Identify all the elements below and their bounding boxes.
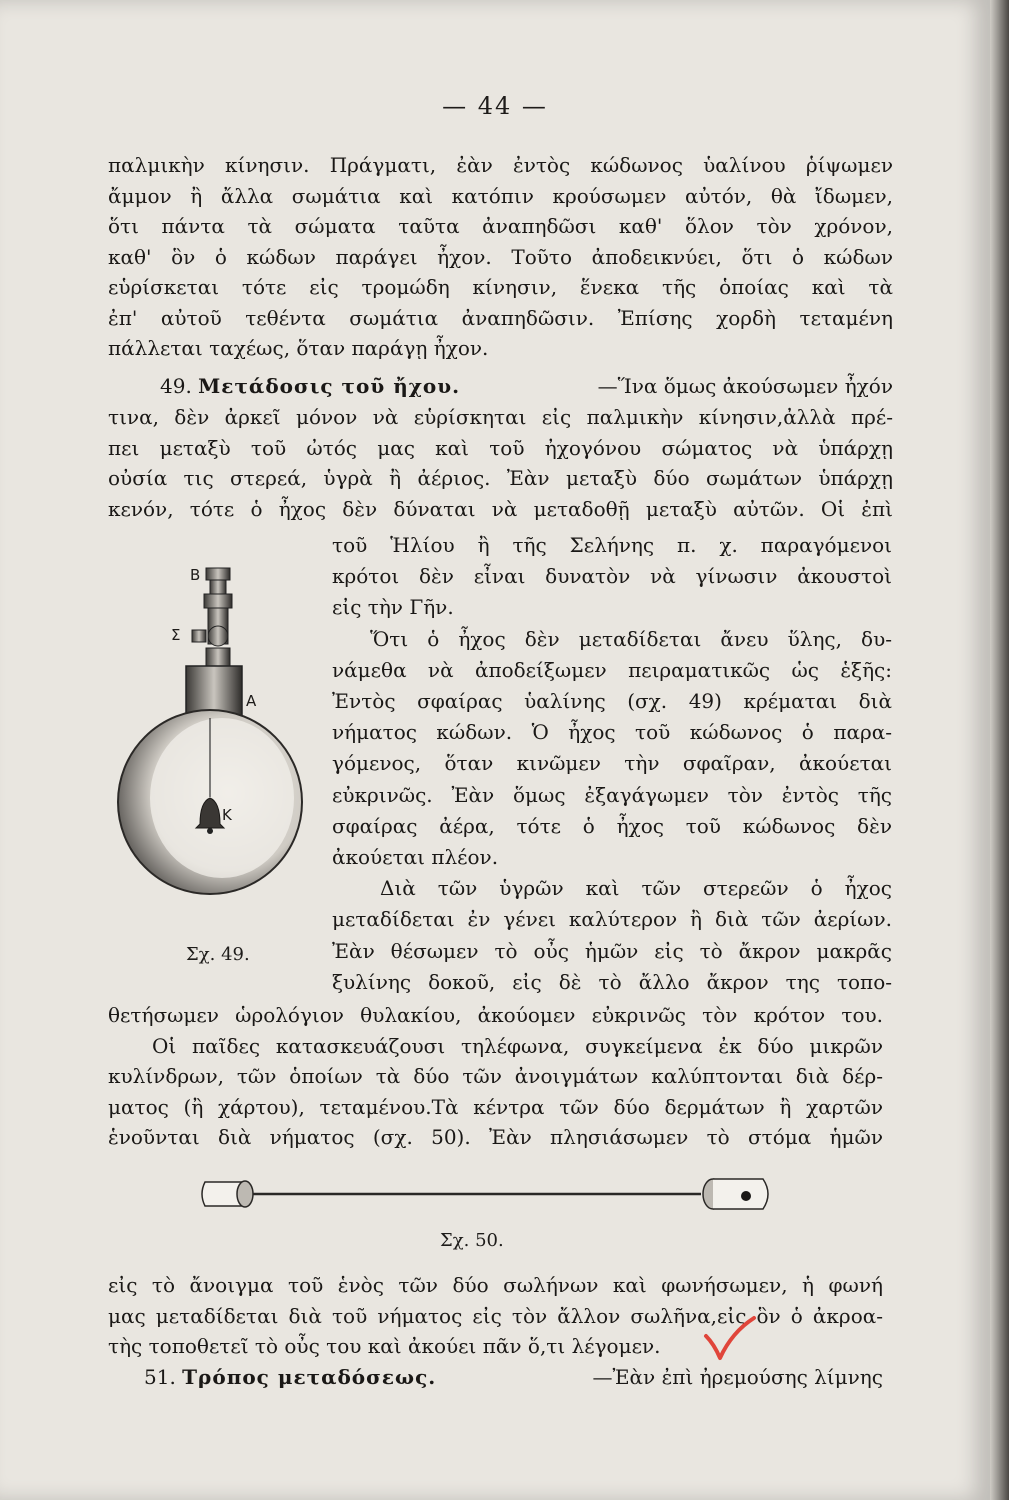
text-line: εἰς τὴν Γῆν. xyxy=(332,595,454,620)
section-49-title: Μετάδοσις τοῦ ἤχου. xyxy=(198,374,461,398)
text-line: ματος (ἢ χάρτου), τεταμένου.Τὰ κέντρα τῶν δύο δερμάτων ἢ χαρτῶν xyxy=(108,1094,883,1119)
section-51-heading-line xyxy=(108,1362,883,1393)
text-line: τὴς τοποθετεῖ τὸ οὖς του καὶ ἀκούει πᾶν ὅ,τι λέγομεν. xyxy=(108,1334,661,1359)
section-49-after-figure xyxy=(108,1000,883,1153)
text-line: γόμενος, ὅταν κινῶμεν τὴν σφαῖραν, ἀκούεται xyxy=(332,751,892,776)
text-line: τοῦ Ἡλίου ἢ τῆς Σελήνης π. χ. παραγόμενοι xyxy=(332,533,892,557)
text-line: εἰς τὸ ἄνοιγμα τοῦ ἑνὸς τῶν δύο σωλήνων καὶ φωνήσωμεν, ἡ φωνή xyxy=(108,1273,883,1297)
text-line: πάλλεται ταχέως, ὅταν παράγῃ ἦχον. xyxy=(108,336,489,360)
text-line: κρότοι δὲν εἶναι δυνατὸν νὰ γίνωσιν ἀκουστοὶ xyxy=(332,564,892,589)
text-line: ξυλίνης δοκοῦ, εἰς δὲ τὸ ἄλλο ἄκρον της τοπο- xyxy=(332,969,892,994)
text-line: ἄμμον ἢ ἄλλα σωμάτια καὶ κατόπιν κρούσωμεν αὐτόν, θὰ ἴδωμεν, xyxy=(108,183,893,208)
section-49-number: 49. xyxy=(160,374,192,398)
text-line: εὐκρινῶς. Ἐὰν ὅμως ἐξαγάγωμεν τὸν ἐντὸς τῆς xyxy=(332,782,892,807)
figure-49-label-s: Σ xyxy=(171,626,181,644)
paragraph-after-figure-50 xyxy=(108,1270,883,1362)
figure-50-caption: Σχ. 50. xyxy=(440,1230,504,1251)
text-line: οὐσία τις στερεά, ὑγρὰ ἢ ἀέριος. Ἐὰν μεταξὺ δύο σωμάτων ὑπάρχῃ xyxy=(108,466,893,490)
text-line: νάμεθα νὰ ἀποδείξωμεν πειραματικῶς ὡς ἑξῆς: xyxy=(332,657,892,682)
text-line: ἀκούεται πλέον. xyxy=(332,845,499,870)
paragraph-intro xyxy=(108,150,893,364)
figure-49-label-b: B xyxy=(190,566,201,584)
figure-49-label-a: A xyxy=(246,692,257,710)
check-mark-icon xyxy=(700,1314,760,1364)
text-line: ἑνοῦνται διὰ νήματος (σχ. 50). Ἐὰν πλησιάσωμεν τὸ στόμα ἡμῶν xyxy=(108,1125,883,1150)
section-51-number: 51. xyxy=(144,1365,176,1389)
text-line: κενόν, τότε ὁ ἦχος δὲν δύναται νὰ μεταδοθῇ μεταξὺ αὐτῶν. Οἱ ἐπὶ xyxy=(108,496,893,521)
text-line: Ἐντὸς σφαίρας ὑαλίνης (σχ. 49) κρέμαται διὰ xyxy=(332,689,892,714)
figure-49-label-k: K xyxy=(222,806,232,824)
section-49-right-column xyxy=(332,530,892,998)
text-line: Ὅτι ὁ ἦχος δὲν μεταδίδεται ἄνευ ὕλης, δυ- xyxy=(370,626,892,651)
text-line: τινα, δὲν ἀρκεῖ μόνον νὰ εὑρίσκηται εἰς παλμικὴν κίνησιν,ἀλλὰ πρέ- xyxy=(108,405,893,429)
text-line: μας μεταδίδεται διὰ τοῦ νήματος εἰς τὸν ἄλλον σωλῆνα,εἰς ὃν ὁ ἀκροα- xyxy=(108,1303,883,1328)
page-number: — 44 — xyxy=(442,92,548,120)
text-line: πει μεταξὺ τοῦ ὠτός μας καὶ τοῦ ἠχογόνου σώματος νὰ ὑπάρχῃ xyxy=(108,435,893,460)
section-49-lead: —Ἵνα ὅμως ἀκούσωμεν ἦχόν xyxy=(597,374,893,398)
section-51-title: Τρόπος μεταδόσεως. xyxy=(182,1365,437,1389)
figure-49-caption: Σχ. 49. xyxy=(186,944,250,965)
section-51-lead: —Ἐὰν ἐπὶ ἠρεμούσης λίμνης xyxy=(592,1365,883,1389)
text-line: καθ' ὃν ὁ κώδων παράγει ἦχον. Τοῦτο ἀποδεικνύει, ὅτι ὁ κώδων xyxy=(108,244,893,269)
section-49-heading-line xyxy=(108,371,893,402)
section-49-body xyxy=(108,402,893,524)
text-line: παλμικὴν κίνησιν. Πράγματι, ἐὰν ἐντὸς κώδωνος ὑαλίνου ῥίψωμεν xyxy=(108,153,893,177)
text-line: εὑρίσκεται τότε εἰς τρομώδη κίνησιν, ἕνεκα τῆς ὁποίας καὶ τὰ xyxy=(108,275,893,299)
text-line: μεταδίδεται ἐν γένει καλύτερον ἢ διὰ τῶν ἀερίων. xyxy=(332,907,892,932)
text-line: ἐπ' αὐτοῦ τεθέντα σωμάτια ἀναπηδῶσιν. Ἐπίσης χορδὴ τεταμένη xyxy=(108,305,893,330)
text-line: Ἐὰν θέσωμεν τὸ οὖς ἡμῶν εἰς τὸ ἄκρον μακρᾶς xyxy=(332,938,892,963)
text-line: νήματος κώδων. Ὁ ἦχος τοῦ κώδωνος ὁ παρα- xyxy=(332,720,892,745)
text-line: θετήσωμεν ὡρολόγιον θυλακίου, ἀκούομεν εὐκρινῶς τὸν κρότον του. xyxy=(108,1003,883,1027)
text-line: Διὰ τῶν ὑγρῶν καὶ τῶν στερεῶν ὁ ἦχος xyxy=(380,876,892,901)
text-line: σφαίρας ἀέρα, τότε ὁ ἦχος τοῦ κώδωνος δὲν xyxy=(332,813,892,838)
text-line: κυλίνδρων, τῶν ὁποίων τὰ δύο τῶν ἀνοιγμάτων καλύπτονται διὰ δέρ- xyxy=(108,1064,883,1089)
book-spine xyxy=(990,0,1009,1500)
figure-50-string-telephone xyxy=(195,1164,795,1224)
text-line: ὅτι πάντα τὰ σώματα ταῦτα ἀναπηδῶσι καθ' ὅλον τὸν χρόνον, xyxy=(108,214,893,238)
figure-49-bell-in-sphere xyxy=(110,562,310,922)
text-line: Οἱ παῖδες κατασκευάζουσι τηλέφωνα, συγκείμενα ἐκ δύο μικρῶν xyxy=(152,1033,883,1058)
